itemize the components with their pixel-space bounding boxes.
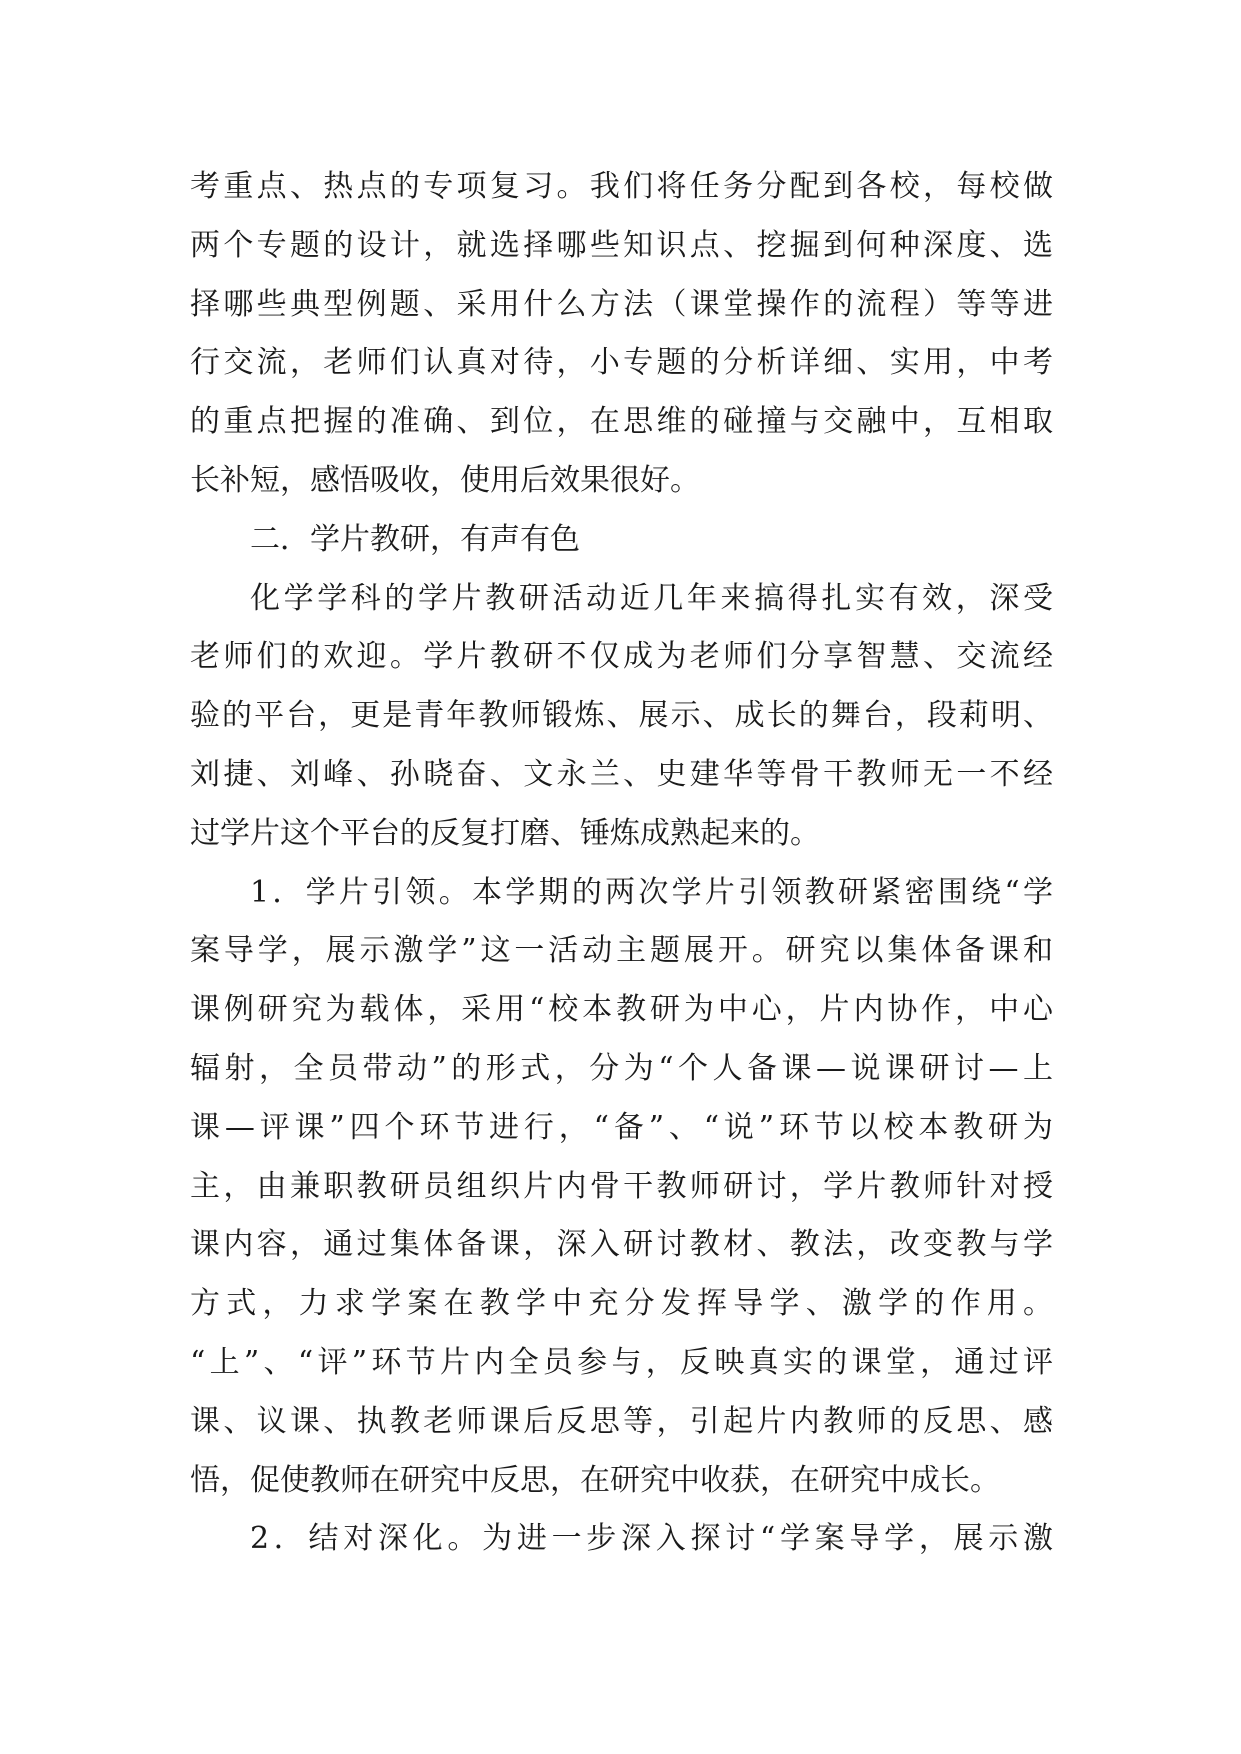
text-line: 主，由兼职教研员组织片内骨干教师研讨，学片教师针对授 <box>190 1168 1053 1204</box>
text-line: 辐射，全员带动”的形式，分为“个人备课—说课研讨—上 <box>190 1050 1053 1086</box>
text-line: 长补短，感悟吸收，使用后效果很好。 <box>190 462 700 498</box>
text-line: 行交流，老师们认真对待，小专题的分析详细、实用，中考 <box>190 345 1053 381</box>
text-line: 课内容，通过集体备课，深入研讨教材、教法，改变教与学 <box>190 1227 1053 1263</box>
text-line: 课—评课”四个环节进行，“备”、“说”环节以校本教研为 <box>190 1109 1053 1145</box>
document-body <box>190 158 1053 1569</box>
text-line: 方式，力求学案在教学中充分发挥导学、激学的作用。 <box>190 1286 1053 1322</box>
text-line: 悟，促使教师在研究中反思，在研究中收获，在研究中成长。 <box>190 1462 1000 1498</box>
text-line: 刘捷、刘峰、孙晓奋、文永兰、史建华等骨干教师无一不经 <box>190 756 1053 792</box>
text-line: 考重点、热点的专项复习。我们将任务分配到各校，每校做 <box>190 169 1053 204</box>
text-line: 化学学科的学片教研活动近几年来搞得扎实有效，深受 <box>250 580 1053 616</box>
text-line: 2．结对深化。为进一步深入探讨“学案导学，展示激 <box>250 1521 1053 1557</box>
text-line: 案导学，展示激学”这一活动主题展开。研究以集体备课和 <box>190 933 1053 969</box>
text-line: 两个专题的设计，就选择哪些知识点、挖掘到何种深度、选 <box>190 227 1053 263</box>
text-line: 过学片这个平台的反复打磨、锤炼成熟起来的。 <box>190 815 820 851</box>
text-line: 二．学片教研，有声有色 <box>250 521 580 557</box>
text-line: 课例研究为载体，采用“校本教研为中心，片内协作，中心 <box>190 992 1053 1028</box>
text-line: “上”、“评”环节片内全员参与，反映真实的课堂，通过评 <box>190 1344 1053 1380</box>
text-line: 择哪些典型例题、采用什么方法（课堂操作的流程）等等进 <box>190 286 1053 322</box>
text-line: 老师们的欢迎。学片教研不仅成为老师们分享智慧、交流经 <box>190 639 1053 675</box>
text-line: 验的平台，更是青年教师锻炼、展示、成长的舞台，段莉明、 <box>190 698 1053 734</box>
text-line: 1．学片引领。本学期的两次学片引领教研紧密围绕“学 <box>250 874 1053 910</box>
text-line: 的重点把握的准确、到位，在思维的碰撞与交融中，互相取 <box>190 404 1053 440</box>
text-line: 课、议课、执教老师课后反思等，引起片内教师的反思、感 <box>190 1403 1053 1439</box>
